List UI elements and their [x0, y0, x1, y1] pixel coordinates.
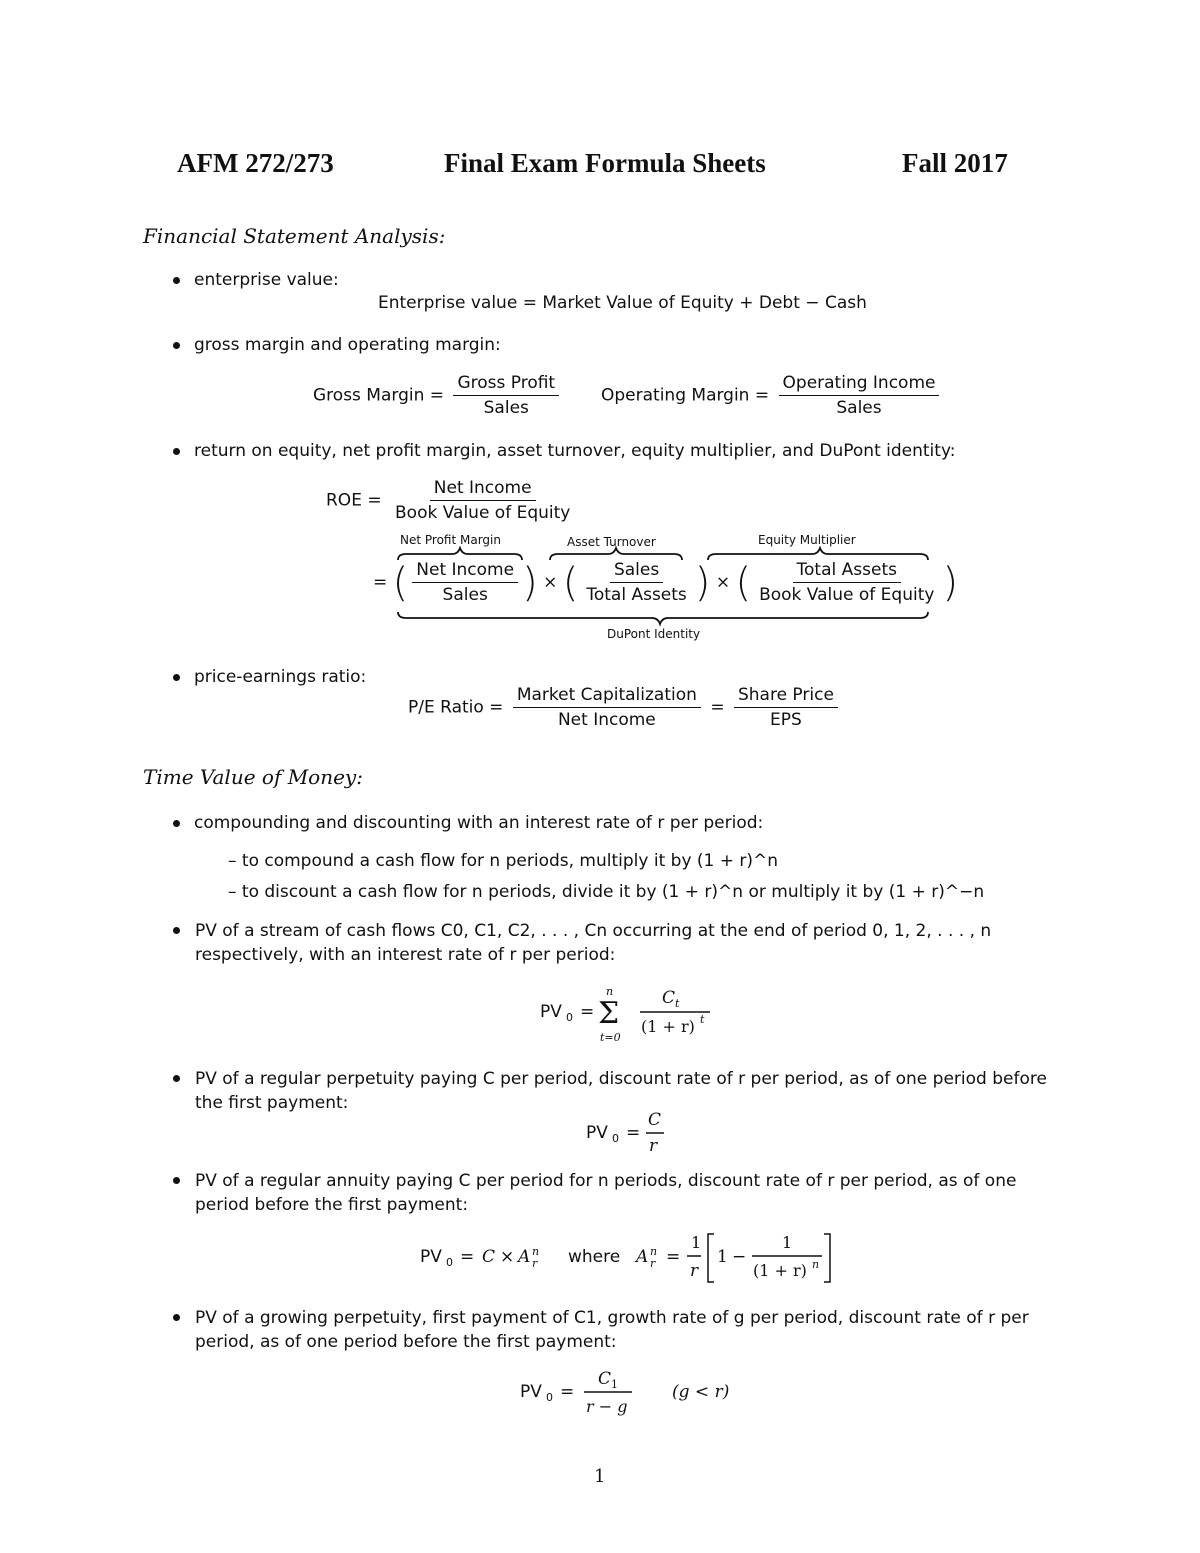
brace-dupont-identity [398, 612, 928, 624]
denominator: r [649, 1136, 658, 1155]
pv0-sub: 0 [612, 1132, 619, 1145]
formula-dupont: = ( $\frac{\text{Net Income}}{\text{Sales}}$ ) × ( $\frac{\text{Sales}}{\text{Total Assets}}$ ) × ( $\frac{\text{Total Assets}}{\text{Book Value of Equity}}$ ) [373, 559, 959, 606]
numerator: C [598, 1369, 612, 1389]
formula-pe-ratio: P/E Ratio = $\frac{\text{Market Capitalization}}{\text{Net Income}}$ = $\frac{\text{Share Price}}{\text{EPS}}$ [408, 685, 842, 730]
bullet-pv-growing: PV of a growing perpetuity, first payment of C1, growth rate of g per period, discount rate of r per period, as of one period before the first payment: [195, 1308, 1029, 1352]
formula-operating-margin: Operating Margin = $\frac{\text{Operating Income}}{\text{Sales}}$ [601, 373, 943, 418]
formula-enterprise-value: Enterprise value = Market Value of Equity + Debt − Cash [378, 293, 867, 313]
var-a-def: A [636, 1247, 649, 1267]
label-equity-multiplier: Equity Multiplier [758, 533, 856, 547]
bullet-dot [173, 277, 180, 284]
a-sub: r [532, 1257, 538, 1270]
pv0-symbol: PV [540, 1002, 562, 1022]
bullet-dot [173, 820, 180, 827]
bullet-dot [173, 927, 180, 934]
brace-equity-multiplier [708, 548, 928, 560]
bullet-pe-ratio: price-earnings ratio: [173, 667, 366, 687]
formula-pv-perpetuity [586, 1105, 676, 1155]
brace-asset-turnover [550, 548, 682, 560]
pv0-symbol: PV [586, 1123, 608, 1143]
sigma: Σ [598, 996, 620, 1031]
denominator: (1 + r) [641, 1017, 695, 1036]
equals: = [580, 1002, 595, 1022]
section-financial-statement-analysis: Financial Statement Analysis: [143, 224, 446, 248]
a-def-sub: r [650, 1257, 656, 1270]
bullet-dot [173, 674, 180, 681]
label-dupont-identity: DuPont Identity [607, 627, 701, 641]
bullet-dot [173, 1177, 180, 1184]
one: 1 [717, 1247, 728, 1267]
minus: − [732, 1247, 747, 1267]
equals: = [626, 1123, 641, 1143]
denominator-exp: t [700, 1013, 705, 1026]
where-word: where [568, 1247, 621, 1267]
bullet-roe-dupont: return on equity, net profit margin, asset turnover, equity multiplier, and DuPont identity: [173, 441, 956, 461]
course-code: AFM 272/273 [177, 148, 334, 178]
pv0-symbol: PV [420, 1247, 442, 1267]
sub-bullet-discount: – to discount a cash flow for n periods, divide it by (1 + r)^n or multiply it by (1 + r)^−n [228, 882, 985, 902]
page-number: 1 [594, 1466, 606, 1487]
numerator: C [648, 1110, 662, 1130]
bullet-dot [173, 1314, 180, 1321]
equals: = [560, 1382, 575, 1402]
pv0-sub: 0 [546, 1391, 553, 1404]
a-sup: n [532, 1245, 540, 1258]
term: Fall 2017 [902, 148, 1008, 178]
inner-den: (1 + r) [753, 1261, 807, 1280]
brace-net-profit-margin [398, 548, 522, 560]
denominator: r − g [586, 1397, 628, 1416]
pv0-sub: 0 [446, 1256, 453, 1269]
label-net-profit-margin: Net Profit Margin [400, 533, 501, 547]
r-den: r [690, 1261, 699, 1281]
bullet-enterprise-value: enterprise value: [173, 270, 339, 290]
sub-bullet-compound: – to compound a cash flow for n periods, multiply it by (1 + r)^n [228, 851, 779, 871]
bullet-pv-annuity-marker [173, 1170, 194, 1190]
formula-pv-annuity [420, 1228, 840, 1288]
bullet-dot [173, 448, 180, 455]
bullet-compounding: compounding and discounting with an interest rate of r per period: [173, 813, 763, 833]
bullet-margins: gross margin and operating margin: [173, 335, 501, 355]
bullet-pv-perpetuity-marker [173, 1068, 194, 1088]
times: × [500, 1247, 515, 1267]
bullet-pv-stream-marker [173, 920, 194, 940]
one-num: 1 [691, 1233, 702, 1252]
bullet-pv-annuity: PV of a regular annuity paying C per period for n periods, discount rate of r per period, as of one period before the first payment: [195, 1171, 1017, 1215]
bullet-pv-growing-marker [173, 1307, 194, 1327]
condition: (g < r) [672, 1382, 730, 1402]
formula-pv-growing [520, 1364, 740, 1418]
pv0-sub: 0 [566, 1011, 573, 1024]
section-time-value-of-money: Time Value of Money: [143, 765, 363, 789]
var-c: C [482, 1247, 496, 1267]
bullet-dot [173, 342, 180, 349]
bullet-pv-stream: PV of a stream of cash flows C0, C1, C2, . . . , Cn occurring at the end of period 0, 1, 2, . . . , n respectively, with an interest rate of r per period: [195, 921, 992, 965]
equals: = [460, 1247, 475, 1267]
numerator-sub: 1 [611, 1378, 618, 1391]
a-def-sup: n [650, 1245, 658, 1258]
equals-2: = [666, 1247, 681, 1267]
left-bracket [708, 1234, 714, 1282]
right-bracket [824, 1234, 830, 1282]
pv0-symbol: PV [520, 1382, 542, 1402]
formula-roe: ROE = $\frac{\text{Net Income}}{\text{Book Value of Equity}}$ [326, 478, 571, 523]
inner-exp: n [812, 1258, 820, 1271]
document-title: Final Exam Formula Sheets [444, 148, 766, 178]
var-a: A [518, 1247, 531, 1267]
inner-one: 1 [782, 1233, 793, 1252]
sum-lower: t=0 [600, 1031, 621, 1044]
bullet-pv-perpetuity: PV of a regular perpetuity paying C per period, discount rate of r per period, as of one period before the first payment: [195, 1069, 1047, 1113]
numerator: C [662, 988, 676, 1008]
sum-upper: n [606, 985, 614, 998]
numerator-sub: t [675, 997, 680, 1010]
bullet-dot [173, 1075, 180, 1082]
formula-gross-margin: Gross Margin = $\frac{\text{Gross Profit}}{\text{Sales}}$ [313, 373, 563, 418]
formula-pv-sum [540, 983, 720, 1045]
label-asset-turnover: Asset Turnover [567, 535, 656, 549]
